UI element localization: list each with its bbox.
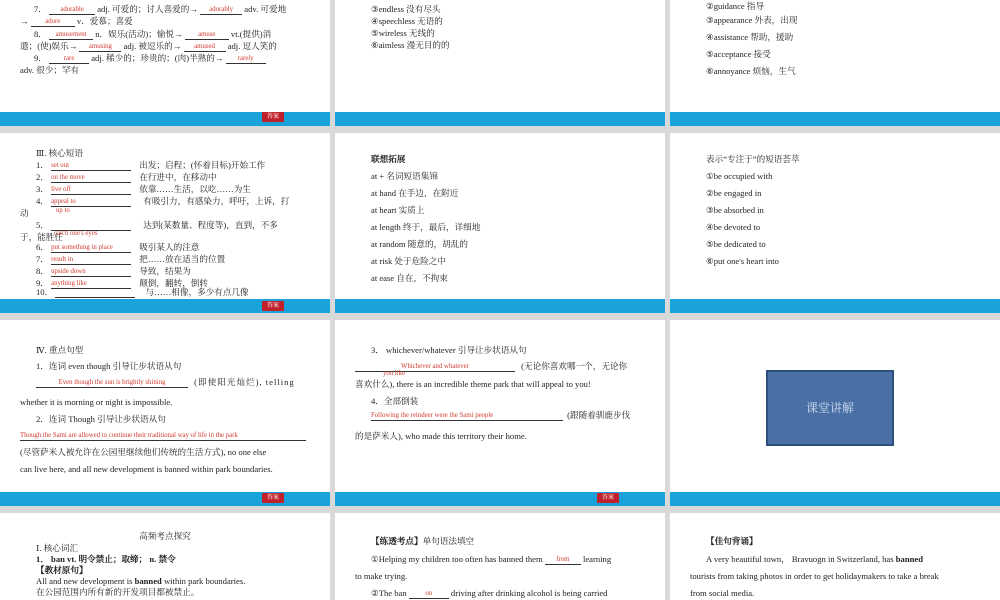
wrap-text: 于，能胜任 (20, 232, 63, 242)
slide-footer-bar (670, 112, 1000, 126)
exercise-line: ②The ban on driving after drinking alcohol is being carried (371, 588, 608, 598)
list-item: at length 终于，最后，详细地 (371, 222, 481, 232)
sentence-answer-line: Whichever and whatever (无论你喜欢哪一个，无论你 (355, 360, 627, 372)
phrase-row: 5． 达到(某数量、程度等)，直到，不多 (36, 220, 278, 230)
section-heading: 表示“专注于”的短语荟萃 (706, 154, 800, 164)
answer-blank (55, 287, 135, 298)
lecture-button[interactable]: 课堂讲解 (766, 370, 894, 446)
list-item: at ease 自在，不拘束 (371, 273, 448, 283)
answer-blank: adore (31, 16, 75, 27)
vocab-line-7b: → adore v．爱慕；喜爱 (20, 16, 133, 26)
list-item: ⑤be dedicated to (706, 239, 766, 249)
slide-2 (335, 0, 665, 126)
sentence-prompt: 1．连词 even though 引导让步状语从句 (36, 361, 182, 371)
slide-8 (335, 320, 665, 506)
answer-button[interactable]: 答案 (262, 112, 284, 122)
answer-blank: Even though the sun is brightly shining (36, 377, 188, 388)
sentence-prompt: 4．全部倒装 (371, 396, 419, 406)
sentence-text: (尽管萨米人被允许在公园里继续他们传统的生活方式), no one else (20, 447, 267, 457)
section-heading: Ⅳ. 重点句型 (36, 345, 84, 355)
answer-blank: on the move (51, 172, 131, 183)
answer-text: up to (56, 207, 70, 214)
list-item: ①be occupied with (706, 171, 773, 181)
list-item: ④assistance 帮助，援助 (706, 32, 794, 42)
list-item: at hand 在手边，在附近 (371, 188, 459, 198)
section-subheading: Ⅰ. 核心词汇 (36, 543, 79, 553)
answer-blank: adorably (200, 4, 242, 15)
sentence-text: can live here, and all new development is banned within park boundaries. (20, 464, 273, 474)
list-item: ⑥aimless 漫无目的的 (371, 40, 450, 50)
answer-button[interactable]: 答案 (262, 493, 284, 503)
answer-button[interactable]: 答案 (262, 301, 284, 311)
vocab-entry: 1． ban vt. 明令禁止；取缔； n. 禁令 (36, 554, 176, 564)
phrase-row: 8． upside down 导致，结果为 (36, 266, 191, 276)
slide-5 (335, 133, 665, 313)
list-item: ③endless 没有尽头 (371, 4, 441, 14)
sentence-text: whether it is morning or night is impossible. (20, 397, 173, 407)
vocab-line-9b: adv. 很少；罕有 (20, 65, 80, 75)
tag-label: 【佳句背诵】 (706, 536, 758, 546)
sentence-text: 的是萨米人), who made this territory their home. (355, 431, 527, 441)
list-item: ⑤wireless 无线的 (371, 28, 435, 38)
slide-title: 高频考点探究 (139, 531, 191, 541)
phrase-row: 10． 与……相像，多少有点几像 (36, 287, 249, 297)
answer-blank: amused (184, 41, 226, 52)
list-item: ④be devoted to (706, 222, 761, 232)
section-heading: Ⅲ. 核心短语 (36, 148, 83, 158)
memorize-line: tourists from taking photos in order to get holidaymakers to take a break (690, 571, 939, 581)
section-heading: 联想拓展 (371, 154, 406, 164)
answer-blank: amusement (49, 29, 93, 40)
list-item: ③appearance 外表，出现 (706, 15, 798, 25)
phrase-row: 3． live off 依靠……生活，以吃……为生 (36, 184, 251, 194)
phrase-row: 1． set out 出发；启程；(怀着目标)开始工作 (36, 160, 266, 170)
slide-6 (670, 133, 1000, 313)
answer-blank: Following the reindeer were the Sami people (371, 410, 563, 421)
list-item: ⑤acceptance 接受 (706, 49, 771, 59)
slide-footer-bar (335, 299, 665, 313)
answer-blank: put something in place (51, 242, 131, 253)
slide-10 (0, 513, 330, 600)
answer-blank: appeal to (51, 196, 131, 207)
answer-blank: live off (51, 184, 131, 195)
answer-text: you like (383, 370, 406, 377)
tag-label: 【教材原句】 (36, 565, 88, 575)
slide-footer-bar (335, 112, 665, 126)
answer-button[interactable]: 答案 (597, 493, 619, 503)
phrase-row: 2． on the move 在行进中，在移动中 (36, 172, 217, 182)
slide-7 (0, 320, 330, 506)
memorize-line: from social media. (690, 588, 755, 598)
slide-12 (670, 513, 1000, 600)
list-item: at risk 处于危险之中 (371, 256, 446, 266)
vocab-line-7: 7． adorable adj. 可爱的；讨人喜爱的→ adorably adv. 可爱地 (34, 4, 287, 14)
answer-blank: on (409, 588, 449, 599)
answer-blank: set out (51, 160, 131, 171)
phrase-row: 6． put something in place 吸引某人的注意 (36, 242, 200, 252)
slide-3 (670, 0, 1000, 126)
answer-blank: rarely (226, 53, 266, 64)
sentence-answer-line: Even though the sun is brightly shining (即使阳光灿烂), telling (36, 376, 295, 388)
list-item: ②be engaged in (706, 188, 762, 198)
answer-blank: from (545, 554, 581, 565)
vocab-line-8: 8． amusement n．娱乐(活动)；愉悦→ amuse vt.(提供)消 (34, 29, 272, 39)
list-item: ②guidance 指导 (706, 1, 765, 11)
vocab-line-8b: 遣；(使)娱乐→ amusing adj. 被逗乐的→ amused adj. 逗人笑的 (20, 41, 277, 51)
answer-blank: rare (49, 53, 89, 64)
tag-label: 【练透考点】单句语法填空 (371, 536, 475, 546)
phrase-row: 4． appeal to 有吸引力，有感染力，呼吁，上诉，打 (36, 196, 290, 206)
sentence-answer-line (20, 429, 306, 441)
wrap-text: 动 (20, 208, 29, 218)
answer-text: catch one's eyes (54, 230, 98, 237)
sentence-answer-line: Following the reindeer were the Sami people (跟随着驯鹿步伐 (371, 410, 631, 420)
slide-11 (335, 513, 665, 600)
answer-blank: anything like (51, 278, 131, 289)
phrase-row: 7． result in 把……放在适当的位置 (36, 254, 226, 264)
answer-blank: adorable (49, 4, 95, 15)
memorize-line: A very beautiful town， Bravuogn in Switzerland, has banned (706, 554, 923, 564)
sentence-prompt: 3． whichever/whatever 引导让步状语从句 (371, 345, 527, 355)
slide-1 (0, 0, 330, 126)
list-item: ⑥put one's heart into (706, 256, 779, 266)
list-item: at heart 实质上 (371, 205, 425, 215)
exercise-line: ①Helping my children too often has banned them from learning (371, 554, 612, 564)
answer-blank: result in (51, 254, 131, 265)
source-translation: 在公园范围内所有新的开发项目都被禁止。 (36, 587, 200, 597)
slide-4 (0, 133, 330, 313)
answer-blank: amusing (79, 41, 121, 52)
list-item: ③be absorbed in (706, 205, 764, 215)
sentence-text: 喜欢什么), there is an incredible theme park that will appeal to you! (355, 379, 591, 389)
list-item: ⑥annoyance 烦恼，生气 (706, 66, 796, 76)
answer-blank: Though the Sami are allowed to continue their traditional way of life in the park (20, 430, 306, 441)
list-item: ④speechless 无语的 (371, 16, 443, 26)
answer-blank: upside down (51, 266, 131, 277)
slide-footer-bar (670, 299, 1000, 313)
slide-9 (670, 320, 1000, 506)
list-item: at random 随意的，胡乱的 (371, 239, 468, 249)
phrase-row: 9． anything like 颠倒，翻转，倒转 (36, 278, 208, 288)
slide-footer-bar (670, 492, 1000, 506)
source-sentence: All and new development is banned within park boundaries. (36, 576, 246, 586)
answer-blank: Whichever and whatever (355, 361, 515, 372)
exercise-line: to make trying. (355, 571, 408, 581)
answer-blank: amuse (185, 29, 229, 40)
list-item: at + 名词短语集锦 (371, 171, 438, 181)
sentence-prompt: 2．连词 Though 引导让步状语从句 (36, 414, 166, 424)
vocab-line-9: 9． rare adj. 稀少的；珍贵的；(肉)半熟的→ rarely (34, 52, 266, 64)
